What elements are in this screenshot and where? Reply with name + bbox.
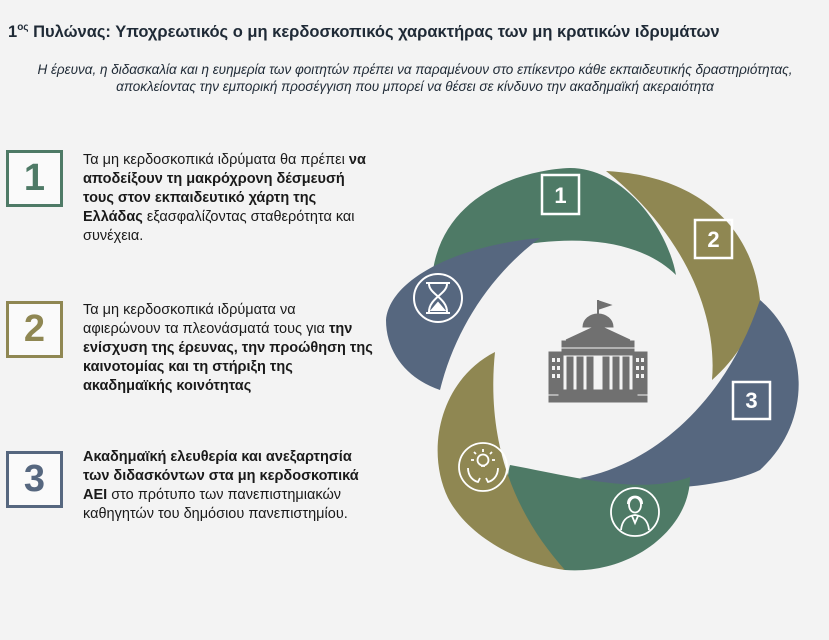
pillar-1-text-part: εξασφαλίζοντας σταθερότητα και συνέχεια. [83, 209, 355, 244]
pillar-2-text-part: την ενίσχυση της έρευνας, την προώθηση της καινοτομίας και τη στήριξη της ακαδημαϊκής κοινότητας [83, 321, 373, 394]
university-windows [552, 358, 644, 378]
segment-3-label: 3 [745, 388, 758, 413]
page-subtitle: Η έρευνα, η διδασκαλία και η ευημερία των φοιτητών πρέπει να παραμένουν στο επίκεντρο κάθε εκπαιδευτικής δραστηριότητας, αποκλείοντας την εμπορική προσέγγιση που μπορεί να θέσει σε κίνδυνο την ακαδημαϊκή ακεραιότητα [37, 62, 793, 94]
pillar-1-number: 1 [23, 157, 46, 199]
page-title: $1^{o\varsigma}$ Πυλώνας: Υποχρεωτικός ο μη κερδοσκοπικός χαρακτήρας των μη κρατικών ιδρυμάτων [8, 22, 720, 41]
segment-2-label: 2 [707, 227, 720, 252]
pillar-3-text-part: Ακαδημαϊκή ελευθερία και ανεξαρτησία των διδασκόντων στα μη κερδοσκοπικά ΑΕΙ [83, 449, 359, 503]
segment-1-label: 1 [554, 183, 567, 208]
pillar-3-text-part: στο πρότυπο των πανεπιστημιακών καθηγητών του δημόσιου πανεπιστημίου. [83, 487, 348, 522]
pillar-2-text-part: Τα μη κερδοσκοπικά ιδρύματα να αφιερώνουν τα πλεονάσματά τους για [83, 302, 329, 337]
university-building-icon [549, 300, 647, 402]
cycle-segment-6 [386, 238, 540, 390]
pillar-1-text-part: Τα μη κερδοσκοπικά ιδρύματα θα πρέπει [83, 152, 349, 168]
pillar-2-number: 2 [23, 308, 46, 350]
pillar-3-number: 3 [23, 458, 46, 500]
pillar-1-text-part: να αποδείξουν τη μακρόχρονη δέσμευσή τους στον εκπαιδευτικό χάρτη της Ελλάδας [83, 152, 366, 225]
